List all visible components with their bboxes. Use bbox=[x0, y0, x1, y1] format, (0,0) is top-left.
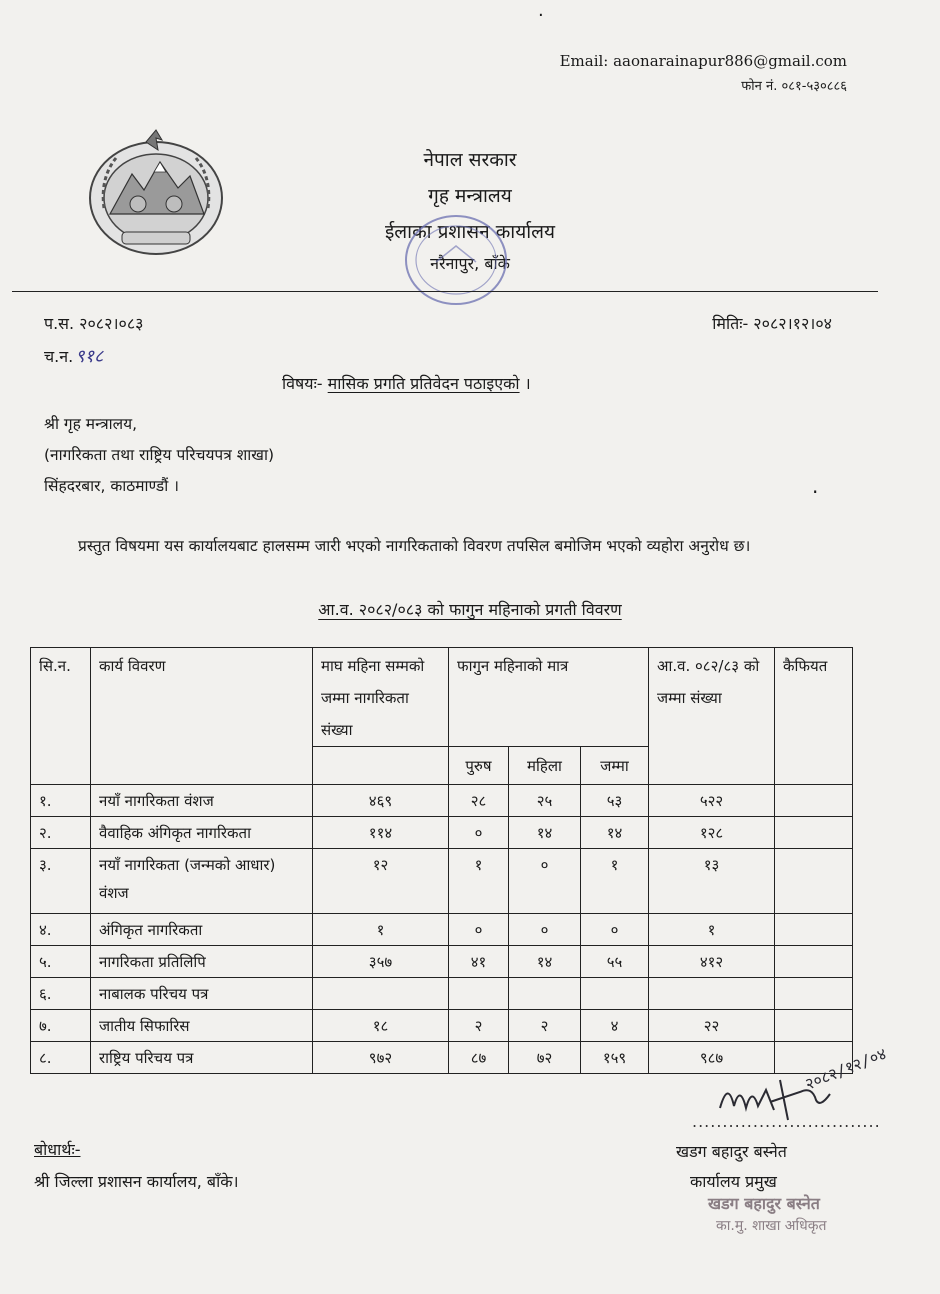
header-magh-blank bbox=[313, 747, 449, 785]
scan-speck: . bbox=[538, 0, 544, 21]
cell-description: नयाँ नागरिकता (जन्मको आधार) वंशज bbox=[91, 849, 313, 914]
cell-sum: १ bbox=[581, 849, 649, 914]
header-remarks: कैफियत bbox=[775, 648, 853, 785]
contact-email: Email: aaonarainapur886@gmail.com bbox=[559, 52, 847, 70]
subject-text: मासिक प्रगति प्रतिवेदन पठाइएको bbox=[327, 374, 520, 393]
cell-magh: ९७२ bbox=[313, 1042, 449, 1074]
cell-total: २२ bbox=[649, 1010, 775, 1042]
cell-remarks bbox=[775, 849, 853, 914]
header-sn: सि.न. bbox=[31, 648, 91, 785]
addressee-line2: (नागरिकता तथा राष्ट्रिय परिचयपत्र शाखा) bbox=[44, 446, 275, 464]
cell-remarks bbox=[775, 914, 853, 946]
scan-speck: · bbox=[812, 480, 819, 504]
cell-male bbox=[449, 978, 509, 1010]
reference-number: प.स. २०८२।०८३ bbox=[44, 314, 144, 333]
cc-recipient: श्री जिल्ला प्रशासन कार्यालय, बाँके। bbox=[34, 1172, 239, 1191]
table-row bbox=[31, 1010, 853, 1042]
cell-female: १४ bbox=[509, 946, 581, 978]
letterhead-office: ईलाका प्रशासन कार्यालय bbox=[384, 221, 556, 243]
cell-sn: १. bbox=[31, 785, 91, 817]
cell-sn: ३. bbox=[31, 849, 91, 914]
subject-end: । bbox=[524, 374, 531, 393]
cell-male: ० bbox=[449, 914, 509, 946]
subject-label: विषयः- bbox=[282, 374, 323, 393]
cell-male: २८ bbox=[449, 785, 509, 817]
table-row bbox=[31, 978, 853, 1010]
addressee-line1: श्री गृह मन्त्रालय, bbox=[44, 415, 138, 433]
cell-total: १३ bbox=[649, 849, 775, 914]
cell-magh bbox=[313, 978, 449, 1010]
cell-magh: १ bbox=[313, 914, 449, 946]
cell-total: ९८७ bbox=[649, 1042, 775, 1074]
cell-female: २ bbox=[509, 1010, 581, 1042]
cell-description: नयाँ नागरिकता वंशज bbox=[91, 785, 313, 817]
addressee-line3: सिंहदरबार, काठमाण्डौं । bbox=[44, 477, 180, 495]
cell-remarks bbox=[775, 946, 853, 978]
letter-date: मितिः- २०८२।१२।०४ bbox=[712, 314, 832, 333]
cell-female: ० bbox=[509, 849, 581, 914]
table-row bbox=[31, 849, 853, 914]
cell-sn: २. bbox=[31, 817, 91, 849]
cell-male: ४१ bbox=[449, 946, 509, 978]
cell-total bbox=[649, 978, 775, 1010]
table-row bbox=[31, 785, 853, 817]
letterhead-ministry: गृह मन्त्रालय bbox=[428, 185, 512, 207]
header-male: पुरुष bbox=[449, 747, 509, 785]
cell-sn: ७. bbox=[31, 1010, 91, 1042]
header-falgun-only: फागुन महिनाको मात्र bbox=[449, 648, 649, 747]
cell-sum: ५३ bbox=[581, 785, 649, 817]
cell-description: नाबालक परिचय पत्र bbox=[91, 978, 313, 1010]
letterhead-government: नेपाल सरकार bbox=[423, 149, 517, 171]
header-female: महिला bbox=[509, 747, 581, 785]
cell-total: ५२२ bbox=[649, 785, 775, 817]
designation-stamp: का.मु. शाखा अधिकृत bbox=[716, 1218, 827, 1234]
cell-description: जातीय सिफारिस bbox=[91, 1010, 313, 1042]
cell-male: १ bbox=[449, 849, 509, 914]
cell-sum: ० bbox=[581, 914, 649, 946]
header-magh-total: माघ महिना सम्मको जम्मा नागरिकता संख्या bbox=[313, 648, 449, 747]
cell-female bbox=[509, 978, 581, 1010]
cell-sum: १४ bbox=[581, 817, 649, 849]
table-caption-text: आ.व. २०८२/०८३ को फागुन महिनाको प्रगती विवरण bbox=[318, 600, 622, 619]
cell-sn: ५. bbox=[31, 946, 91, 978]
contact-phone: फोन नं. ०८१-५३०८८६ bbox=[741, 79, 847, 94]
progress-table bbox=[30, 647, 853, 1074]
cell-female: १४ bbox=[509, 817, 581, 849]
cell-sum: ५५ bbox=[581, 946, 649, 978]
dispatch-handwritten: ९१८ bbox=[75, 346, 104, 367]
office-seal-stamp bbox=[400, 210, 512, 310]
cell-remarks bbox=[775, 817, 853, 849]
cell-magh: १८ bbox=[313, 1010, 449, 1042]
table-row bbox=[31, 817, 853, 849]
table-row bbox=[31, 946, 853, 978]
cell-description: नागरिकता प्रतिलिपि bbox=[91, 946, 313, 978]
header-rule bbox=[12, 291, 878, 292]
signatory-name: खडग बहादुर बस्नेत bbox=[676, 1142, 787, 1161]
cell-total: १ bbox=[649, 914, 775, 946]
header-sum: जम्मा bbox=[581, 747, 649, 785]
cell-sum: ४ bbox=[581, 1010, 649, 1042]
cell-sum bbox=[581, 978, 649, 1010]
cell-magh: ३५७ bbox=[313, 946, 449, 978]
table-row bbox=[31, 914, 853, 946]
cell-description: राष्ट्रिय परिचय पत्र bbox=[91, 1042, 313, 1074]
cell-sn: ४. bbox=[31, 914, 91, 946]
name-stamp: खडग बहादुर बस्नेत bbox=[708, 1194, 820, 1213]
subject-line bbox=[282, 372, 531, 394]
cell-male: २ bbox=[449, 1010, 509, 1042]
cell-sum: १५९ bbox=[581, 1042, 649, 1074]
body-paragraph: प्रस्तुत विषयमा यस कार्यालयबाट हालसम्म जारी भएको नागरिकताको विवरण तपसिल बमोजिम भएको व्यहोरा अनुरोध छ। bbox=[78, 537, 751, 555]
table-caption bbox=[0, 598, 940, 620]
cell-female: २५ bbox=[509, 785, 581, 817]
cell-sn: ८. bbox=[31, 1042, 91, 1074]
cell-male: ८७ bbox=[449, 1042, 509, 1074]
signatory-title: कार्यालय प्रमुख bbox=[690, 1172, 777, 1191]
cell-remarks bbox=[775, 785, 853, 817]
cell-male: ० bbox=[449, 817, 509, 849]
signature-line: ............................... bbox=[692, 1112, 881, 1131]
cell-remarks bbox=[775, 978, 853, 1010]
cell-sn: ६. bbox=[31, 978, 91, 1010]
cell-total: ४१२ bbox=[649, 946, 775, 978]
cell-remarks bbox=[775, 1010, 853, 1042]
cell-female: ० bbox=[509, 914, 581, 946]
cell-total: १२८ bbox=[649, 817, 775, 849]
cc-label: बोधार्थः- bbox=[34, 1140, 81, 1159]
header-description: कार्य विवरण bbox=[91, 648, 313, 785]
letterhead-location: नरैनापुर, बाँके bbox=[430, 254, 510, 273]
cell-magh: १२ bbox=[313, 849, 449, 914]
cell-description: अंगिकृत नागरिकता bbox=[91, 914, 313, 946]
dispatch-label: च.न. bbox=[44, 347, 74, 366]
cell-female: ७२ bbox=[509, 1042, 581, 1074]
cell-magh: ४६९ bbox=[313, 785, 449, 817]
header-fy-total: आ.व. ०८२/८३ को जम्मा संख्या bbox=[649, 648, 775, 785]
cell-magh: ११४ bbox=[313, 817, 449, 849]
dispatch-number bbox=[44, 344, 103, 368]
signature-date: २०८२/१२/०४ bbox=[802, 1043, 890, 1094]
cell-description: वैवाहिक अंगिकृत नागरिकता bbox=[91, 817, 313, 849]
